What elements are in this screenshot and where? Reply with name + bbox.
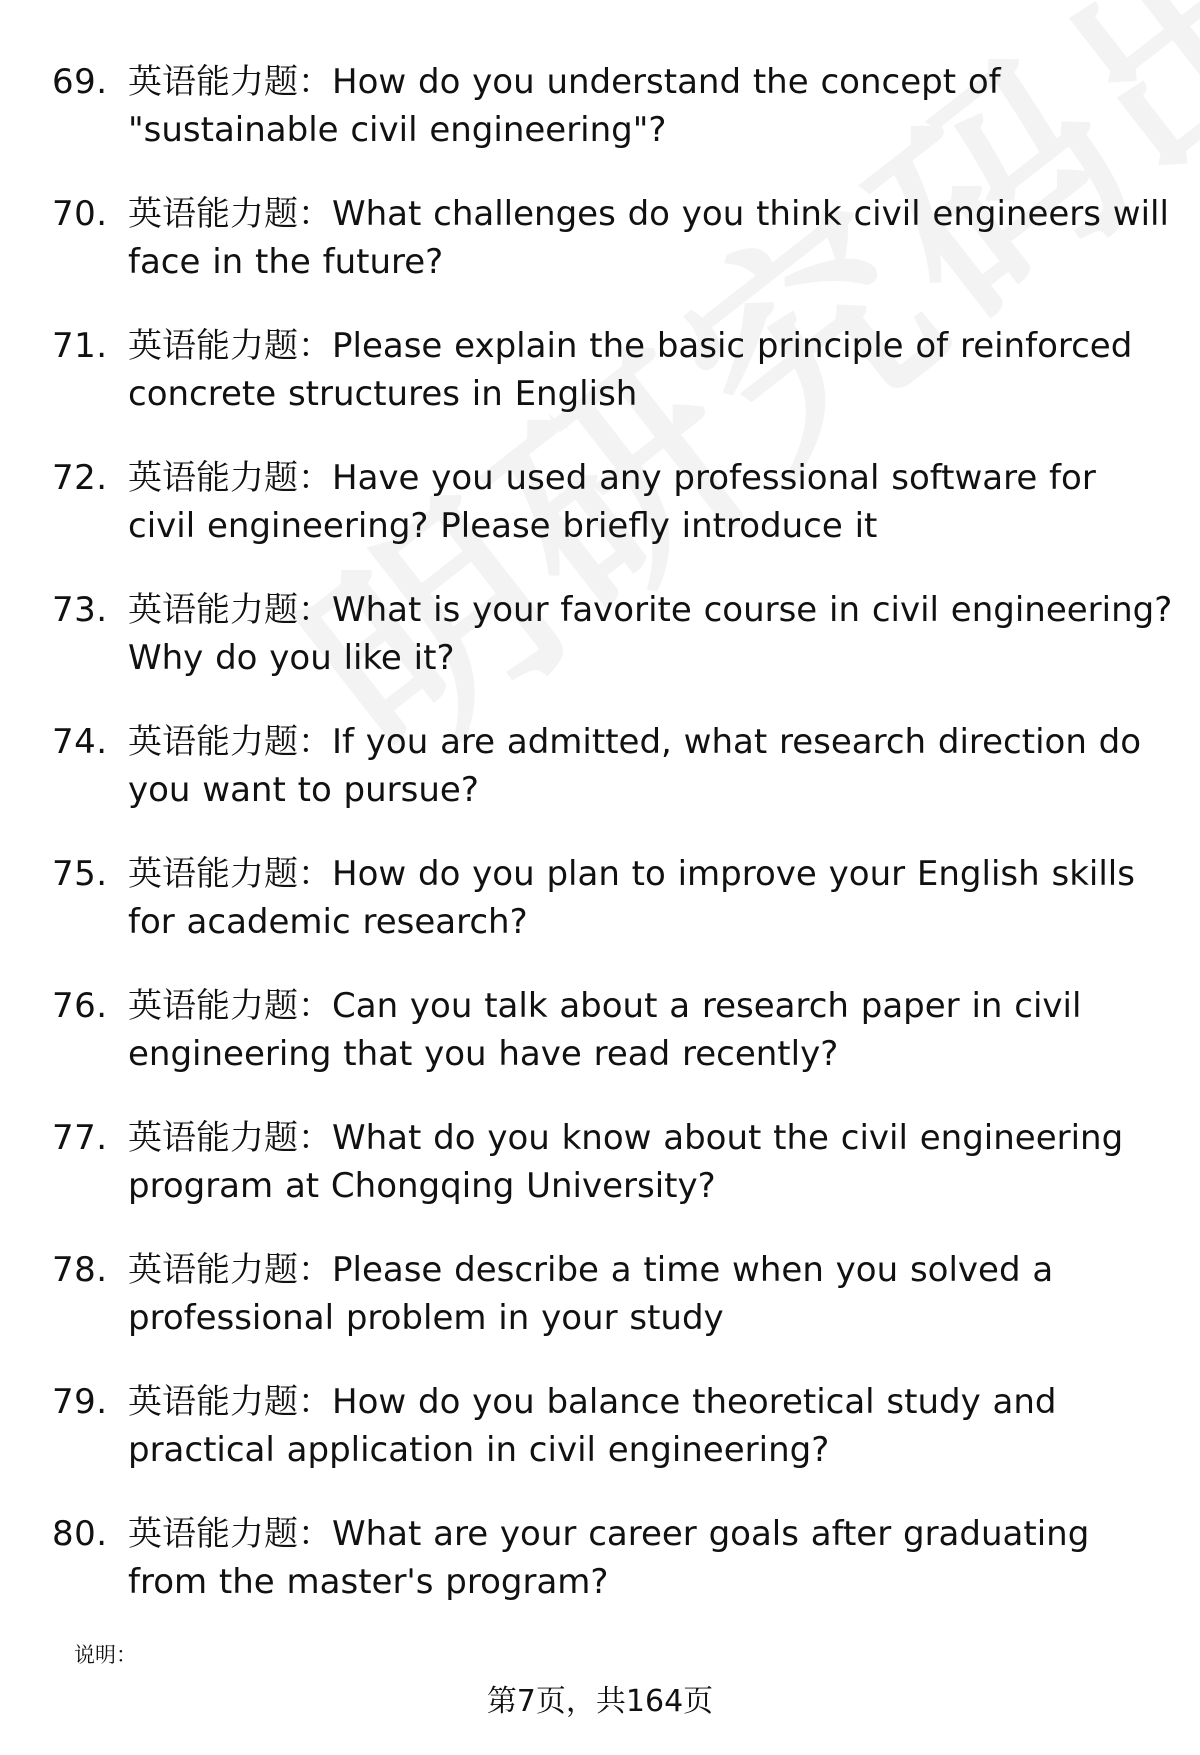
question-body: [128, 1114, 1173, 1210]
question-text: What do you know about the civil engineering program at Chongqing University?: [128, 1118, 1124, 1206]
question-number: 73.: [52, 590, 108, 630]
question-text: What is your favorite course in civil engineering? Why do you like it?: [128, 590, 1173, 678]
question-item: [0, 586, 1200, 718]
question-body: [128, 1246, 1173, 1342]
question-body: [128, 190, 1173, 286]
question-text: What are your career goals after graduating from the master's program?: [128, 1514, 1090, 1602]
question-body: [128, 1378, 1173, 1474]
question-number: 70.: [52, 194, 108, 234]
page-number-footer: 第7页，共164页: [486, 1684, 714, 1719]
question-text: Have you used any professional software for civil engineering? Please briefly introduce it: [128, 458, 1096, 546]
question-tag: 英语能力题：: [128, 1382, 332, 1422]
question-tag: 英语能力题：: [128, 854, 332, 894]
question-number: 75.: [52, 854, 108, 894]
question-body: [128, 454, 1173, 550]
question-text: Please explain the basic principle of reinforced concrete structures in English: [128, 326, 1133, 414]
question-body: [128, 322, 1173, 418]
question-tag: 英语能力题：: [128, 458, 332, 498]
question-text: If you are admitted, what research direction do you want to pursue?: [128, 722, 1142, 810]
question-number: 72.: [52, 458, 108, 498]
question-item: [0, 850, 1200, 982]
question-list: [0, 58, 1200, 1642]
question-text: What challenges do you think civil engineers will face in the future?: [128, 194, 1169, 282]
question-item: [0, 982, 1200, 1114]
question-number: 79.: [52, 1382, 108, 1422]
question-text: How do you plan to improve your English skills for academic research?: [128, 854, 1135, 942]
question-tag: 英语能力题：: [128, 62, 332, 102]
question-number: 69.: [52, 62, 108, 102]
question-body: [128, 586, 1173, 682]
question-text: Please describe a time when you solved a professional problem in your study: [128, 1250, 1054, 1338]
question-number: 71.: [52, 326, 108, 366]
question-item: [0, 1378, 1200, 1510]
question-body: [128, 58, 1173, 154]
question-item: [0, 1246, 1200, 1378]
question-item: [0, 1114, 1200, 1246]
question-item: [0, 718, 1200, 850]
question-number: 77.: [52, 1118, 108, 1158]
question-text: How do you understand the concept of "sustainable civil engineering"?: [128, 62, 1001, 150]
question-tag: 英语能力题：: [128, 194, 332, 234]
question-tag: 英语能力题：: [128, 1250, 332, 1290]
question-item: [0, 58, 1200, 190]
question-body: [128, 718, 1173, 814]
question-number: 80.: [52, 1514, 108, 1554]
question-item: [0, 1510, 1200, 1642]
question-number: 74.: [52, 722, 108, 762]
question-tag: 英语能力题：: [128, 986, 332, 1026]
question-text: Can you talk about a research paper in civil engineering that you have read recently?: [128, 986, 1082, 1074]
question-number: 78.: [52, 1250, 108, 1290]
question-tag: 英语能力题：: [128, 1514, 332, 1554]
question-tag: 英语能力题：: [128, 590, 332, 630]
question-tag: 英语能力题：: [128, 326, 332, 366]
question-tag: 英语能力题：: [128, 1118, 332, 1158]
question-body: [128, 850, 1173, 946]
question-tag: 英语能力题：: [128, 722, 332, 762]
question-number: 76.: [52, 986, 108, 1026]
question-item: [0, 454, 1200, 586]
note-label: 说明：: [74, 1643, 137, 1667]
question-body: [128, 1510, 1173, 1606]
question-body: [128, 982, 1173, 1078]
question-item: [0, 190, 1200, 322]
question-text: How do you balance theoretical study and practical application in civil engineering?: [128, 1382, 1057, 1470]
question-item: [0, 322, 1200, 454]
